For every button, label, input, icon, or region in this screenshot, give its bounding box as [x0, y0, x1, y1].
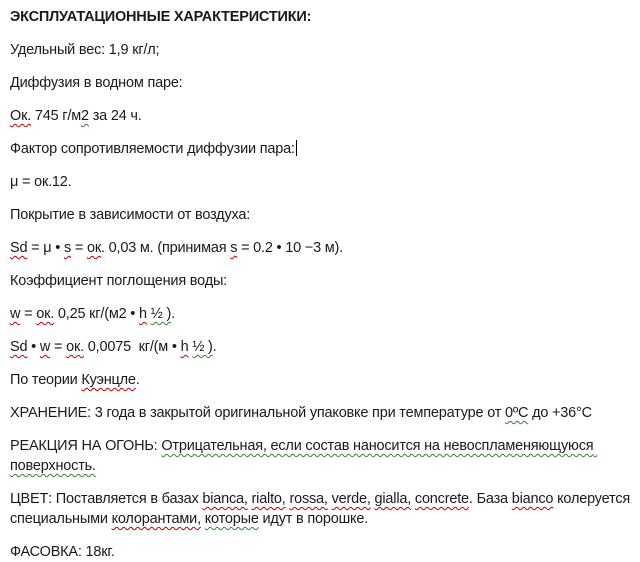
doc-paragraph: [10, 436, 638, 476]
doc-paragraph: [10, 238, 638, 258]
doc-paragraph: [10, 205, 638, 225]
spellcheck-underlined-text: bianca,: [202, 491, 248, 507]
text-run: . 0,03 м. (принимая: [100, 240, 231, 256]
doc-paragraph: [10, 304, 638, 324]
text-run: =: [71, 240, 87, 256]
text-run: до +36°С: [528, 405, 592, 421]
doc-paragraph: [10, 73, 638, 93]
text-run: идут в порошке.: [258, 511, 369, 527]
spellcheck-underlined-text: gialla,: [374, 491, 412, 507]
spellcheck-underlined-text: Sd: [10, 240, 28, 256]
grammar-underlined-text: 2: [81, 108, 89, 124]
text-run: Диффузия в водном паре:: [10, 75, 183, 91]
doc-paragraph: [10, 40, 638, 60]
text-run: .: [135, 372, 140, 388]
spellcheck-underlined-text: s: [63, 240, 72, 256]
text-run: ЭКСПЛУАТАЦИОННЫЕ ХАРАКТЕРИСТИКИ:: [10, 9, 312, 25]
grammar-underlined-text: ½ ): [150, 306, 172, 322]
spellcheck-underlined-text: w: [10, 306, 21, 322]
doc-paragraph: [10, 337, 638, 357]
spellcheck-underlined-text: rossa,: [289, 491, 328, 507]
text-run: 745 г/м: [31, 108, 81, 124]
text-run: .: [171, 306, 175, 322]
spellcheck-underlined-text: s: [230, 240, 238, 256]
text-run: Коэффициент поглощения воды:: [10, 273, 228, 289]
text-run: Покрытие в зависимости от воздуха:: [10, 207, 251, 223]
text-cursor: [296, 140, 297, 156]
text-run: ФАСОВКА: 18кг.: [10, 544, 115, 560]
text-run: = μ •: [27, 240, 64, 256]
text-run: •: [27, 339, 40, 355]
spellcheck-underlined-text: w: [39, 339, 51, 355]
text-run: Фактор сопротивляемости диффузии пара:: [10, 141, 295, 157]
text-run: за 24 ч.: [88, 108, 142, 124]
spellcheck-underlined-text: Куэнцле: [81, 372, 136, 388]
doc-paragraph: [10, 489, 638, 529]
doc-paragraph: [10, 542, 638, 562]
doc-paragraph: [10, 106, 638, 126]
grammar-underlined-text: ½ ): [192, 339, 213, 355]
spellcheck-underlined-text: verde,: [331, 491, 371, 507]
text-run: =: [20, 306, 37, 322]
text-run: ЦВЕТ: Поставляется в базах: [10, 491, 203, 507]
text-run: = 0.2 • 10 −3 м).: [237, 240, 344, 256]
spellcheck-underlined-text: ок.: [66, 339, 84, 355]
text-run: .: [212, 339, 217, 355]
spellcheck-underlined-text: ок.: [36, 306, 55, 322]
spellcheck-underlined-text: колорантами,: [111, 511, 201, 527]
doc-paragraph: [10, 370, 638, 390]
spellcheck-underlined-text: Ок.: [10, 108, 32, 124]
doc-paragraph: [10, 403, 638, 423]
spellcheck-underlined-text: concrete: [414, 491, 469, 507]
spellcheck-underlined-text: ок: [86, 240, 101, 256]
spellcheck-underlined-text: h: [139, 306, 147, 322]
text-run: По теории: [10, 372, 82, 388]
text-run: 0,25 кг/(м2 •: [54, 306, 139, 322]
text-run: ХРАНЕНИЕ: 3 года в закрытой оригинальной упаковке при температуре от: [10, 405, 506, 421]
text-run: 0,0075 кг/(м •: [83, 339, 181, 355]
text-run: колеруется специальными: [10, 491, 634, 527]
doc-paragraph: [10, 139, 638, 159]
spellcheck-underlined-text: Sd: [10, 339, 28, 355]
doc-heading: [10, 7, 638, 27]
spellcheck-underlined-text: rialto,: [251, 491, 286, 507]
grammar-underlined-text: которые: [204, 511, 259, 527]
text-run: μ = ок.12.: [10, 174, 72, 190]
spellcheck-underlined-text: bianco: [511, 491, 554, 507]
grammar-underlined-text: 0ºС: [505, 405, 529, 421]
doc-paragraph: [10, 172, 638, 192]
text-run: РЕАКЦИЯ НА ОГОНЬ:: [10, 438, 162, 454]
grammar-underlined-text: Отрицательная, если состав наносится на невоспламеняющуюся поверхность.: [10, 438, 598, 474]
text-run: =: [50, 339, 67, 355]
doc-paragraph: [10, 271, 638, 291]
text-run: . База: [468, 491, 512, 507]
text-run: Удельный вес: 1,9 кг/л;: [10, 42, 160, 58]
spellcheck-underlined-text: h: [180, 339, 189, 355]
